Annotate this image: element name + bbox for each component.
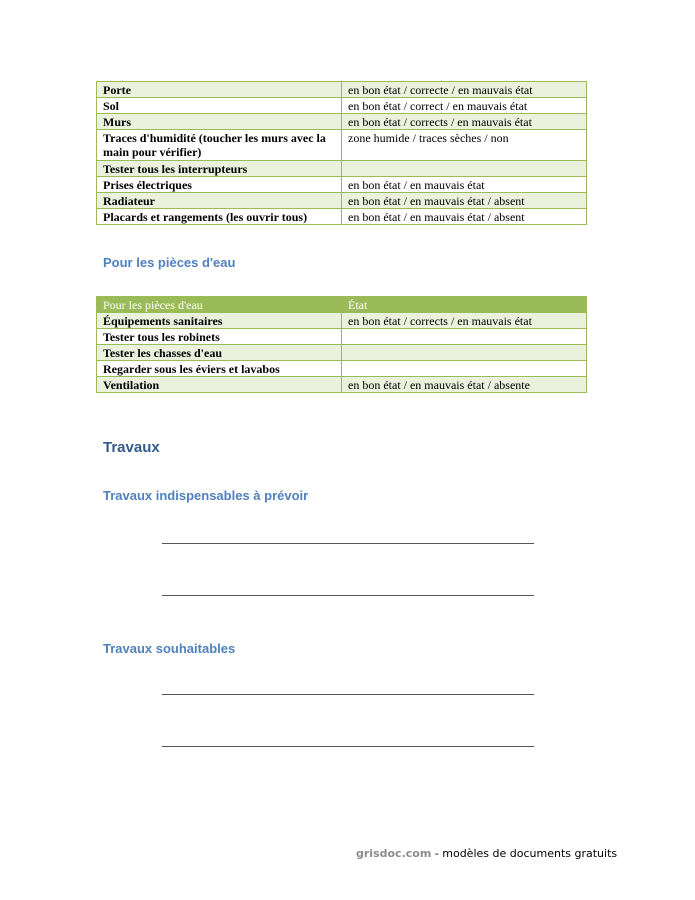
table-row	[97, 209, 587, 225]
item-cell: Murs	[97, 114, 342, 130]
table-header-row	[97, 297, 587, 313]
table-row	[97, 161, 587, 177]
item-cell: Ventilation	[97, 377, 342, 393]
state-cell	[342, 329, 587, 345]
table-row	[97, 345, 587, 361]
table-row	[97, 114, 587, 130]
item-cell: Tester tous les robinets	[97, 329, 342, 345]
table-row	[97, 177, 587, 193]
blank-writing-line	[162, 543, 534, 544]
item-cell: Traces d'humidité (toucher les murs avec la main pour vérifier)	[97, 130, 342, 161]
item-cell: Radiateur	[97, 193, 342, 209]
water-rooms-table	[96, 296, 587, 393]
header-cell-state: État	[342, 297, 587, 313]
blank-writing-line	[162, 746, 534, 747]
item-cell: Tester tous les interrupteurs	[97, 161, 342, 177]
footer-tagline: - modèles de documents gratuits	[431, 847, 618, 860]
table-row	[97, 313, 587, 329]
travaux-heading: Travaux	[103, 439, 160, 456]
table-row	[97, 193, 587, 209]
state-cell: en bon état / corrects / en mauvais état	[342, 114, 587, 130]
item-cell: Tester les chasses d'eau	[97, 345, 342, 361]
item-cell: Regarder sous les éviers et lavabos	[97, 361, 342, 377]
header-cell-item: Pour les pièces d'eau	[97, 297, 342, 313]
state-cell: en bon état / en mauvais état	[342, 177, 587, 193]
travaux-indispensables-heading: Travaux indispensables à prévoir	[103, 488, 309, 503]
table-row	[97, 98, 587, 114]
state-cell	[342, 361, 587, 377]
state-cell	[342, 345, 587, 361]
room-checklist-table	[96, 81, 587, 225]
table-row	[97, 329, 587, 345]
table-row	[97, 361, 587, 377]
item-cell: Sol	[97, 98, 342, 114]
page-footer	[356, 847, 617, 860]
item-cell: Prises électriques	[97, 177, 342, 193]
table-row	[97, 82, 587, 98]
state-cell: en bon état / correct / en mauvais état	[342, 98, 587, 114]
footer-site-link[interactable]: grisdoc.com	[356, 847, 432, 860]
item-cell: Équipements sanitaires	[97, 313, 342, 329]
state-cell: en bon état / en mauvais état / absente	[342, 377, 587, 393]
blank-writing-line	[162, 694, 534, 695]
item-cell: Placards et rangements (les ouvrir tous)	[97, 209, 342, 225]
state-cell: zone humide / traces sèches / non	[342, 130, 587, 161]
state-cell: en bon état / en mauvais état / absent	[342, 193, 587, 209]
state-cell: en bon état / corrects / en mauvais état	[342, 313, 587, 329]
travaux-souhaitables-heading: Travaux souhaitables	[103, 641, 236, 656]
table-row	[97, 377, 587, 393]
blank-writing-line	[162, 595, 534, 596]
state-cell	[342, 161, 587, 177]
state-cell: en bon état / en mauvais état / absent	[342, 209, 587, 225]
item-cell: Porte	[97, 82, 342, 98]
table-row	[97, 130, 587, 161]
state-cell: en bon état / correcte / en mauvais état	[342, 82, 587, 98]
water-rooms-heading: Pour les pièces d'eau	[103, 255, 236, 270]
